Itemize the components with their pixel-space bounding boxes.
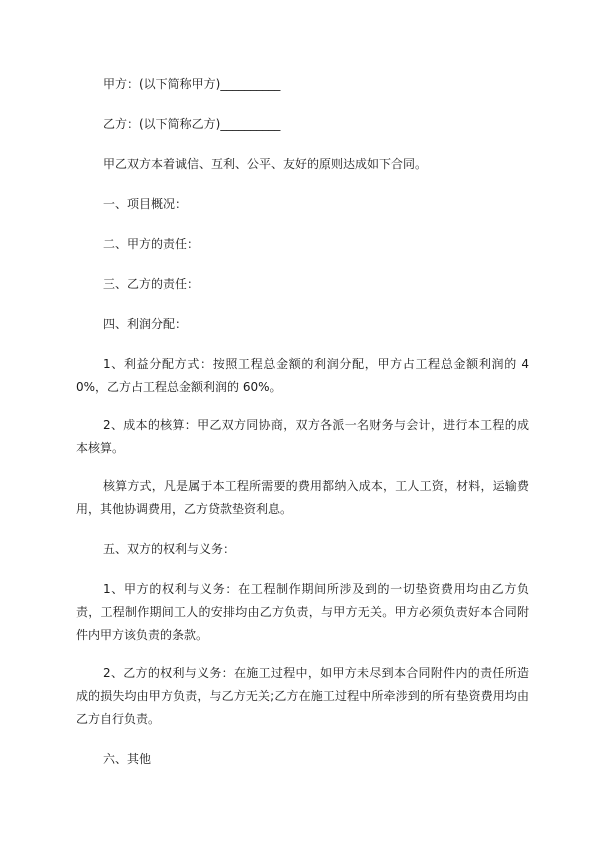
profit-distribution-clause: 1、利益分配方式：按照工程总金额的利润分配，甲方占工程总金额利润的 40%，乙方占工程总金额利润的 60%。 bbox=[76, 357, 529, 394]
party-a-line: 甲方：(以下简称甲方)__________ bbox=[103, 77, 281, 91]
section-4-heading: 四、利润分配： bbox=[103, 317, 188, 331]
party-a-rights-clause: 1、甲方的权利与义务：在工程制作期间所涉及到的一切垫资费用均由乙方负责，工程制作期间工人的安排均由乙方负责，与甲方无关。甲方必须负责好本合同附件内甲方该负责的条款。 bbox=[76, 582, 529, 642]
cost-accounting-clause: 2、成本的核算：甲乙双方同协商，双方各派一名财务与会计，进行本工程的成本核算。 bbox=[76, 418, 529, 455]
section-5-heading: 五、双方的权利与义务： bbox=[103, 542, 236, 556]
section-1-heading: 一、项目概况： bbox=[103, 197, 188, 211]
section-2-heading: 二、甲方的责任： bbox=[103, 237, 200, 251]
section-3-heading: 三、乙方的责任： bbox=[103, 277, 200, 291]
party-b-rights-clause: 2、乙方的权利与义务：在施工过程中，如甲方未尽到本合同附件内的责任所造成的损失均由甲方负责，与乙方无关;乙方在施工过程中所牵涉到的所有垫资费用均由乙方自行负责。 bbox=[76, 666, 529, 726]
agreement-intro: 甲乙双方本着诚信、互利、公平、友好的原则达成如下合同。 bbox=[103, 157, 428, 171]
accounting-method-clause: 核算方式，凡是属于本工程所需要的费用都纳入成本，工人工资，材料，运输费用，其他协调费用，乙方贷款垫资利息。 bbox=[76, 479, 529, 516]
party-b-line: 乙方：(以下简称乙方)__________ bbox=[103, 117, 281, 131]
section-6-heading: 六、其他 bbox=[103, 752, 152, 766]
